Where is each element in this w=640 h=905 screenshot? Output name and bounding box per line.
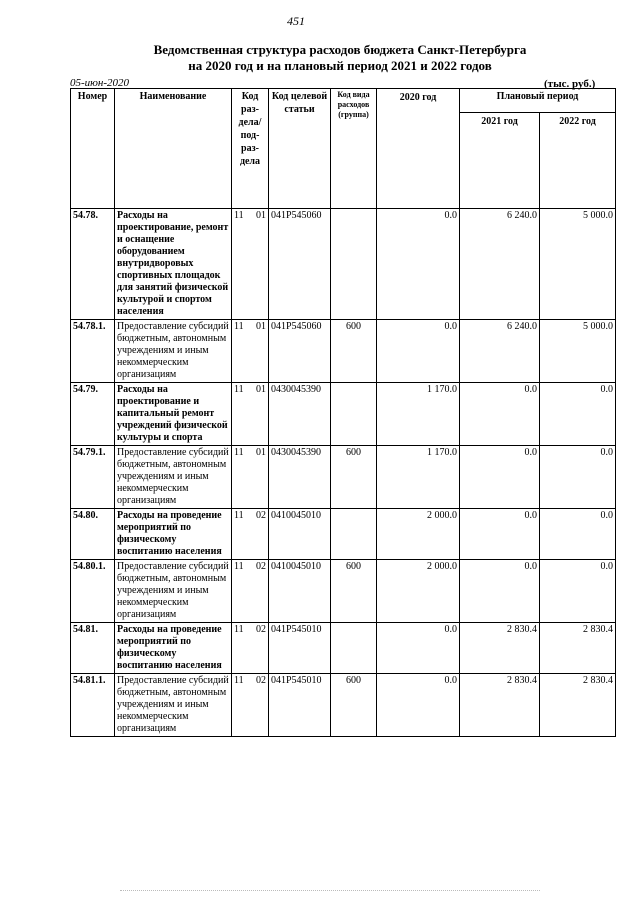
row-kind — [331, 383, 377, 446]
row-section — [232, 509, 269, 560]
table-row — [71, 623, 616, 674]
row-subsection-code: 02 — [256, 561, 266, 572]
row-kind: 600 — [331, 674, 377, 737]
row-kind — [331, 509, 377, 560]
row-number: 54.81.1. — [71, 674, 115, 737]
row-name: Предоставление субсидий бюджетным, автономным учреждениям и иным некоммерческим организациям — [115, 560, 232, 623]
row-name: Расходы на проведение мероприятий по физическому воспитанию населения — [115, 623, 232, 674]
row-section — [232, 446, 269, 509]
row-2020: 0.0 — [377, 209, 460, 320]
row-name: Расходы на проведение мероприятий по физическому воспитанию населения — [115, 509, 232, 560]
row-target: 041P545010 — [269, 623, 331, 674]
table-row — [71, 509, 616, 560]
row-name: Предоставление субсидий бюджетным, автономным учреждениям и иным некоммерческим организациям — [115, 674, 232, 737]
row-2021: 6 240.0 — [460, 209, 540, 320]
row-subsection-code: 02 — [256, 624, 266, 635]
row-section-code: 11 — [234, 447, 244, 458]
row-target: 0430045390 — [269, 383, 331, 446]
table-row — [71, 209, 616, 320]
row-section — [232, 209, 269, 320]
title-line-2: на 2020 год и на плановый период 2021 и 2022 годов — [188, 58, 492, 73]
row-kind: 600 — [331, 446, 377, 509]
row-2021: 2 830.4 — [460, 674, 540, 737]
row-section-code: 11 — [234, 210, 244, 221]
row-number: 54.80.1. — [71, 560, 115, 623]
row-section-code: 11 — [234, 510, 244, 521]
row-name: Предоставление субсидий бюджетным, автономным учреждениям и иным некоммерческим организациям — [115, 446, 232, 509]
table-row — [71, 320, 616, 383]
row-2020: 1 170.0 — [377, 383, 460, 446]
row-target: 0410045010 — [269, 560, 331, 623]
row-name: Расходы на проектирование, ремонт и оснащение оборудованием внутридворовых спортивных площадок для занятий физической культурой и спортом населения — [115, 209, 232, 320]
row-2020: 0.0 — [377, 320, 460, 383]
row-number: 54.81. — [71, 623, 115, 674]
row-section-code: 11 — [234, 675, 244, 686]
row-subsection-code: 01 — [256, 447, 266, 458]
row-name: Расходы на проектирование и капитальный ремонт учреждений физической культуры и спорта — [115, 383, 232, 446]
row-number: 54.78. — [71, 209, 115, 320]
row-kind — [331, 623, 377, 674]
row-2022: 5 000.0 — [540, 320, 616, 383]
row-2022: 2 830.4 — [540, 674, 616, 737]
row-kind: 600 — [331, 320, 377, 383]
header-name: Наименование — [115, 89, 232, 209]
row-2020: 2 000.0 — [377, 560, 460, 623]
row-section — [232, 320, 269, 383]
row-2022: 5 000.0 — [540, 209, 616, 320]
header-2022: 2022 год — [540, 113, 616, 209]
header-target: Код целевой статьи — [269, 89, 331, 209]
document-date: 05-июн-2020 — [70, 77, 130, 89]
row-section — [232, 383, 269, 446]
row-subsection-code: 02 — [256, 675, 266, 686]
row-number: 54.80. — [71, 509, 115, 560]
row-2020: 0.0 — [377, 674, 460, 737]
row-2020: 1 170.0 — [377, 446, 460, 509]
row-name: Предоставление субсидий бюджетным, автономным учреждениям и иным некоммерческим организациям — [115, 320, 232, 383]
row-section-code: 11 — [234, 624, 244, 635]
table-row — [71, 674, 616, 737]
units-label: (тыс. руб.) — [544, 78, 596, 90]
row-2022: 0.0 — [540, 509, 616, 560]
header-2021: 2021 год — [460, 113, 540, 209]
table-row — [71, 560, 616, 623]
budget-table — [70, 88, 616, 737]
row-kind: 600 — [331, 560, 377, 623]
header-planned: Плановый период — [460, 89, 616, 113]
row-2020: 2 000.0 — [377, 509, 460, 560]
title-line-1: Ведомственная структура расходов бюджета Санкт-Петербурга — [153, 42, 527, 57]
row-2021: 0.0 — [460, 446, 540, 509]
row-target: 0410045010 — [269, 509, 331, 560]
row-target: 041P545010 — [269, 674, 331, 737]
row-number: 54.78.1. — [71, 320, 115, 383]
row-subsection-code: 01 — [256, 210, 266, 221]
footer-divider — [120, 890, 540, 891]
row-section — [232, 623, 269, 674]
row-2022: 0.0 — [540, 560, 616, 623]
row-2022: 0.0 — [540, 446, 616, 509]
row-subsection-code: 01 — [256, 384, 266, 395]
page-number: 451 — [287, 14, 305, 28]
row-2021: 0.0 — [460, 383, 540, 446]
header-2020: 2020 год — [377, 89, 460, 209]
row-section — [232, 560, 269, 623]
row-subsection-code: 01 — [256, 321, 266, 332]
row-target: 041P545060 — [269, 209, 331, 320]
table-row — [71, 446, 616, 509]
row-2020: 0.0 — [377, 623, 460, 674]
row-section-code: 11 — [234, 561, 244, 572]
row-2021: 2 830.4 — [460, 623, 540, 674]
row-2022: 2 830.4 — [540, 623, 616, 674]
row-kind — [331, 209, 377, 320]
header-number: Номер — [71, 89, 115, 209]
row-2021: 6 240.0 — [460, 320, 540, 383]
row-section-code: 11 — [234, 321, 244, 332]
row-2021: 0.0 — [460, 509, 540, 560]
row-number: 54.79. — [71, 383, 115, 446]
row-number: 54.79.1. — [71, 446, 115, 509]
row-target: 0430045390 — [269, 446, 331, 509]
row-target: 041P545060 — [269, 320, 331, 383]
row-2021: 0.0 — [460, 560, 540, 623]
table-row — [71, 383, 616, 446]
row-section-code: 11 — [234, 384, 244, 395]
row-2022: 0.0 — [540, 383, 616, 446]
header-kind: Код вида расходов (группа) — [331, 89, 377, 209]
document-title — [0, 42, 640, 74]
row-subsection-code: 02 — [256, 510, 266, 521]
header-section: Код раз-дела/ под-раз-дела — [232, 89, 269, 209]
row-section — [232, 674, 269, 737]
